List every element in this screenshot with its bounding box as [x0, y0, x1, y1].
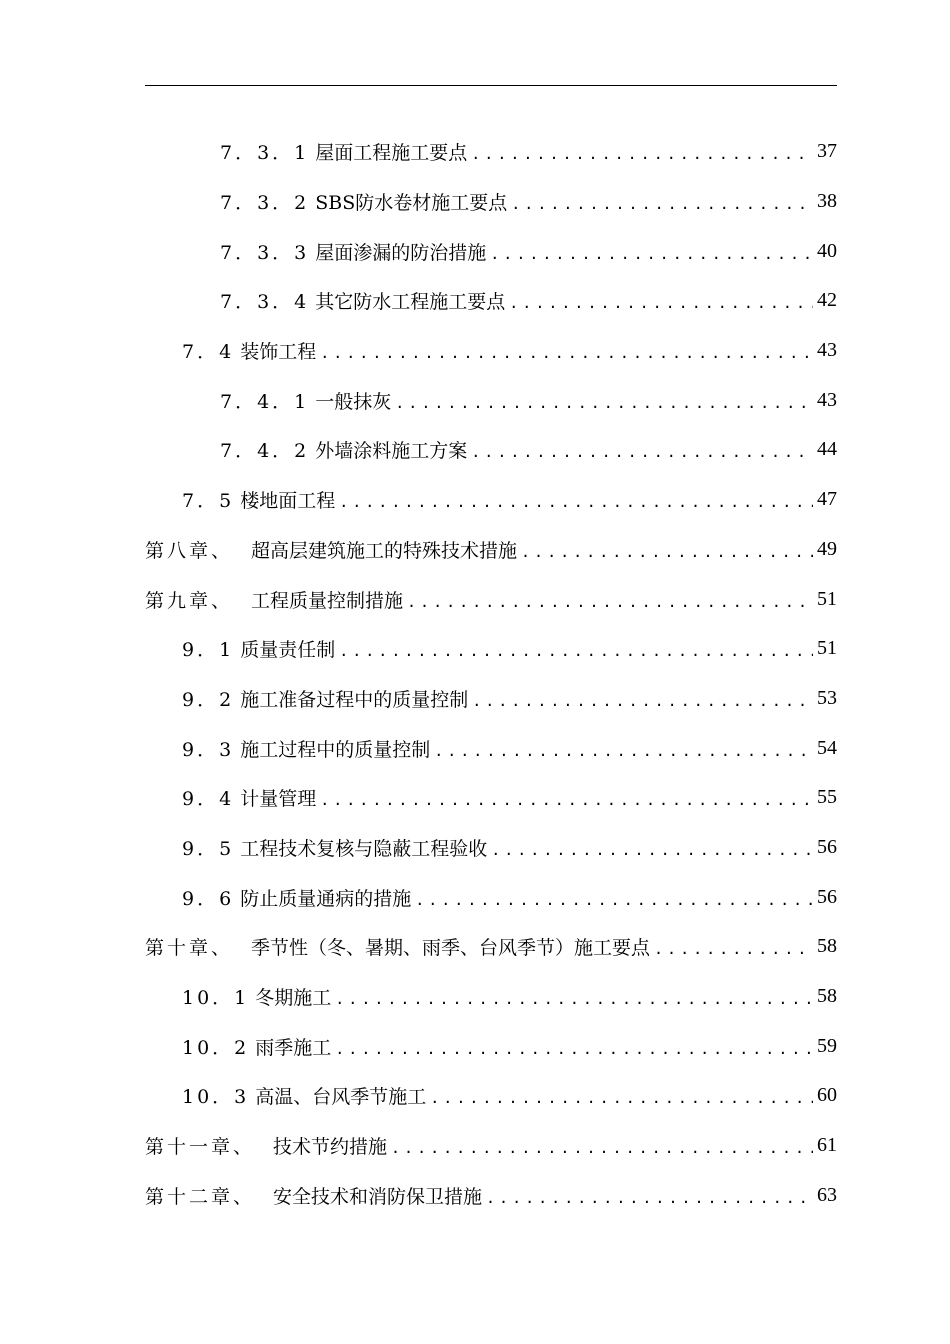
- entry-page-number: 58: [817, 985, 837, 1008]
- toc-entry: [145, 326, 837, 376]
- entry-page-number: 49: [817, 537, 837, 560]
- entry-title: 外墙涂料施工方案: [315, 440, 468, 463]
- dot-leader: [335, 986, 813, 1007]
- toc-entry: [145, 872, 837, 922]
- dot-leader: [339, 638, 813, 659]
- dot-leader: [471, 141, 813, 162]
- entry-title: 其它防水工程施工要点: [315, 291, 506, 314]
- entry-page-number: 51: [817, 637, 837, 660]
- toc-entry: [145, 1021, 837, 1071]
- entry-title: 质量责任制: [240, 639, 336, 662]
- entry-title: 技术节约措施: [273, 1136, 388, 1159]
- entry-title: 施工准备过程中的质量控制: [240, 688, 469, 711]
- dot-leader: [486, 1185, 813, 1206]
- toc-entry: [145, 773, 837, 823]
- entry-title: 屋面工程施工要点: [315, 142, 468, 165]
- table-of-contents: [145, 127, 837, 1220]
- entry-page-number: 43: [817, 388, 837, 411]
- entry-title: 季节性（冬、暑期、雨季、台风季节）施工要点: [251, 937, 651, 960]
- entry-title: 屋面渗漏的防治措施: [315, 241, 487, 264]
- entry-number: 7．3．2: [220, 192, 310, 215]
- entry-page-number: 47: [817, 488, 837, 511]
- toc-entry: [145, 276, 837, 326]
- entry-number: 7．4: [182, 341, 235, 364]
- entry-number: 9．5: [182, 837, 235, 860]
- toc-entry: [145, 723, 837, 773]
- entry-title: 超高层建筑施工的特殊技术措施: [251, 539, 518, 562]
- entry-page-number: 43: [817, 339, 837, 362]
- dot-leader: [430, 1085, 813, 1106]
- entry-number: 10．1: [182, 987, 250, 1010]
- entry-number: 第八章、: [145, 539, 234, 562]
- toc-entry: [145, 674, 837, 724]
- entry-page-number: 44: [817, 438, 837, 461]
- dot-leader: [415, 887, 813, 908]
- dot-leader: [320, 787, 813, 808]
- entry-title: SBS防水卷材施工要点: [315, 192, 508, 215]
- entry-number: 9．4: [182, 788, 235, 811]
- entry-page-number: 40: [817, 239, 837, 262]
- dot-leader: [407, 589, 813, 610]
- toc-entry: [145, 1121, 837, 1171]
- toc-entry: [145, 624, 837, 674]
- entry-page-number: 59: [817, 1034, 837, 1057]
- entry-title: 防止质量通病的措施: [240, 887, 412, 910]
- dot-leader: [391, 1135, 813, 1156]
- entry-title: 工程技术复核与隐蔽工程验收: [240, 837, 488, 860]
- entry-title: 高温、台风季节施工: [255, 1086, 427, 1109]
- entry-number: 第十二章、: [145, 1185, 256, 1208]
- entry-title: 装饰工程: [240, 341, 317, 364]
- entry-number: 7．3．4: [220, 291, 310, 314]
- dot-leader: [472, 688, 813, 709]
- toc-entry: [145, 475, 837, 525]
- entry-title: 楼地面工程: [240, 490, 336, 513]
- toc-entry: [145, 127, 837, 177]
- toc-entry: [145, 226, 837, 276]
- dot-leader: [491, 837, 813, 858]
- toc-entry: [145, 574, 837, 624]
- entry-page-number: 37: [817, 140, 837, 163]
- entry-number: 9．6: [182, 887, 235, 910]
- entry-number: 7．4．1: [220, 390, 310, 413]
- entry-number: 7．3．3: [220, 241, 310, 264]
- toc-entry: [145, 177, 837, 227]
- entry-title: 冬期施工: [255, 987, 332, 1010]
- entry-title: 计量管理: [240, 788, 317, 811]
- entry-number: 7．4．2: [220, 440, 310, 463]
- entry-number: 第十章、: [145, 937, 234, 960]
- toc-entry: [145, 375, 837, 425]
- entry-page-number: 58: [817, 935, 837, 958]
- entry-title: 雨季施工: [255, 1036, 332, 1059]
- dot-leader: [521, 539, 813, 560]
- dot-leader: [335, 1036, 813, 1057]
- entry-number: 9．1: [182, 639, 235, 662]
- toc-entry: [145, 823, 837, 873]
- dot-leader: [395, 390, 813, 411]
- dot-leader: [471, 439, 813, 460]
- entry-title: 安全技术和消防保卫措施: [273, 1185, 483, 1208]
- entry-page-number: 61: [817, 1134, 837, 1157]
- entry-page-number: 51: [817, 587, 837, 610]
- entry-number: 10．3: [182, 1086, 250, 1109]
- entry-page-number: 38: [817, 190, 837, 213]
- toc-entry: [145, 972, 837, 1022]
- entry-title: 施工过程中的质量控制: [240, 738, 431, 761]
- dot-leader: [511, 191, 813, 212]
- entry-number: 9．2: [182, 688, 235, 711]
- toc-entry: [145, 525, 837, 575]
- entry-page-number: 42: [817, 289, 837, 312]
- entry-page-number: 54: [817, 736, 837, 759]
- entry-number: 10．2: [182, 1036, 250, 1059]
- dot-leader: [654, 936, 813, 957]
- dot-leader: [490, 241, 813, 262]
- entry-title: 工程质量控制措施: [251, 589, 404, 612]
- dot-leader: [339, 489, 813, 510]
- dot-leader: [509, 290, 813, 311]
- dot-leader: [434, 738, 813, 759]
- entry-page-number: 53: [817, 686, 837, 709]
- entry-number: 7．3．1: [220, 142, 310, 165]
- entry-number: 第十一章、: [145, 1136, 256, 1159]
- entry-number: 7．5: [182, 490, 235, 513]
- entry-number: 9．3: [182, 738, 235, 761]
- entry-title: 一般抹灰: [315, 390, 392, 413]
- toc-entry: [145, 1170, 837, 1220]
- entry-page-number: 55: [817, 786, 837, 809]
- header-rule: [145, 85, 837, 86]
- dot-leader: [320, 340, 813, 361]
- entry-number: 第九章、: [145, 589, 234, 612]
- toc-entry: [145, 922, 837, 972]
- toc-entry: [145, 425, 837, 475]
- entry-page-number: 56: [817, 835, 837, 858]
- toc-entry: [145, 1071, 837, 1121]
- entry-page-number: 56: [817, 885, 837, 908]
- entry-page-number: 60: [817, 1084, 837, 1107]
- entry-page-number: 63: [817, 1183, 837, 1206]
